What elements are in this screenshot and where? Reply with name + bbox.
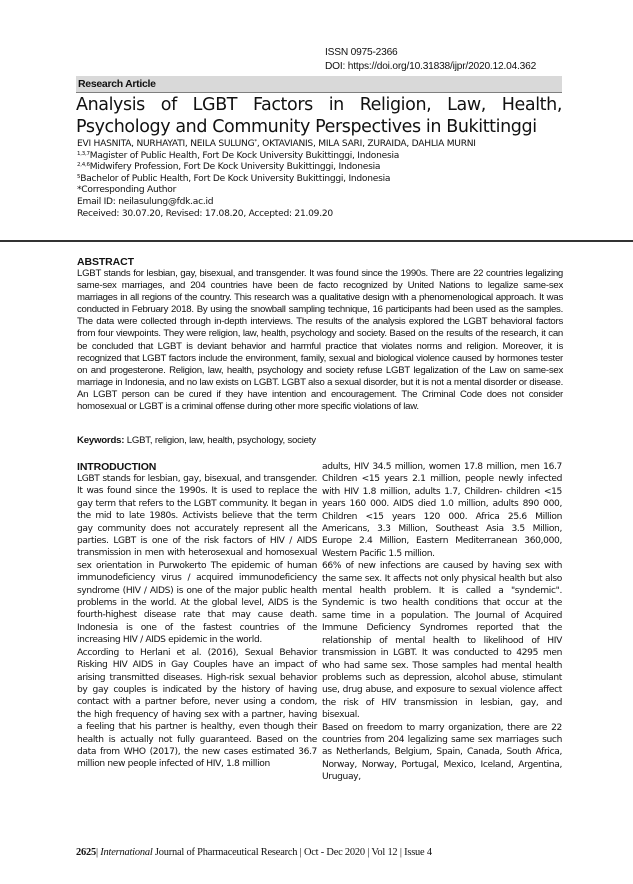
article-type-bar bbox=[76, 76, 562, 93]
author-names-part-2: , OKTAVIANIS, MILA SARI, ZURAIDA, DAHLIA MURNI bbox=[256, 139, 476, 149]
introduction-heading: INTRODUCTION bbox=[77, 461, 157, 473]
body-column-left bbox=[77, 461, 317, 771]
corresponding-marker: * bbox=[254, 139, 257, 145]
affiliation-1 bbox=[77, 151, 567, 163]
footer-separator: | bbox=[95, 847, 101, 858]
abstract-section bbox=[77, 256, 563, 413]
author-info bbox=[77, 139, 567, 220]
affiliation-sup: 2,4,6 bbox=[77, 162, 90, 169]
author-list bbox=[77, 139, 567, 151]
journal-citation: Journal of Pharmaceutical Research | Oct - Dec 2020 | Vol 12 | Issue 4 bbox=[152, 847, 432, 858]
page-number: 2625 bbox=[76, 847, 96, 858]
abstract-text: LGBT stands for lesbian, gay, bisexual, and transgender. It was found since the 1990s. There are 22 countries legalizing same-sex marriages, and 204 countries have been de facto recognized by United Nations to legalize same-sex marriages in all regions of the country. This research was a qualitative design with a phenomenological approach. It was conducted in February 2018. By using the snowball sampling technique, 16 participants had been used as the samples. The data were collected through in-depth interviews. The results of the analysis explored the LGBT behavioral factors from four viewpoints. They were religion, law, health, psychology and society. Based on the results of the research, it can be concluded that LGBT is deviant behavior and harmful practice that violates norms and religion. Moreover, it is recognized that LGBT factors include the environment, family, sexual and biological violence caused by hormones tester on and progesterone. Religion, law, health, psychology and society refuse LGBT legalization of the Law on same-sex marriage in Indonesia, and no law exists on LGBT. LGBT also a sexual disorder, but it is not a mental disorder or disease. An LGBT person can be cured if they have intention and encouragement. The Criminal Code does not consider homosexual or LGBT is a criminal offense during other more specific violations of law. bbox=[77, 268, 563, 413]
paper-title bbox=[76, 94, 562, 138]
affiliation-sup: 5 bbox=[77, 173, 81, 180]
journal-identifiers bbox=[325, 46, 536, 73]
body-paragraph: According to Herlani et al. (2016), Sexual Behavior Risking HIV AIDS in Gay Couples have an impact of arising transmitted diseases. High-risk sexual behavior by gay couples is indicated by the history of having contact with a partner before, never using a condom, the high frequency of having sex with a partner, having a feeling that his partner is healthy, even though their health is actually not fully guaranteed. Based on the data from WHO (2017), the new cases estimated 36.7 million new people infected of HIV, 1.8 million bbox=[77, 647, 317, 770]
abstract-heading: ABSTRACT bbox=[77, 256, 134, 268]
body-paragraph: 66% of new infections are caused by having sex with the same sex. It affects not only physical health but also mental health problem. It is called a "syndemic". Syndemic is two health conditions that occur at the same time in a population. The Journal of Acquired Immune Deficiency Syndromes reported that the relationship of mental health to likelihood of HIV transmission in LGBT. It was conducted to 4295 men who had same sex. Those samples had mental health problems such as depression, alcohol abuse, stimulant use, drug abuse, and exposure to sexual violence affect the risk of HIV transmission in lesbian, gay, and bisexual. bbox=[322, 561, 562, 721]
body-paragraph: LGBT stands for lesbian, gay, bisexual, and transgender. It was found since the 1990s. It is used to replace the gay term that refers to the LGBT community. It began in the mid to late 1980s. Activists believe that the term gay community does not accurately represent all the parties. LGBT is one of the risk factors of HIV / AIDS transmission in men with heterosexual and homosexual sex orientation in Purwokerto The epidemic of human immunodeficiency virus / acquired immunodeficiency syndrome (HIV / AIDS) is one of the major public health problems in the world. At the global level, AIDS is the fourth-highest disease rate that may cause death. Indonesia is one of the fastest countries of the increasing HIV / AIDS epidemic in the world. bbox=[77, 474, 317, 646]
author-email[interactable]: Email ID: neilasulung@fdk.ac.id bbox=[77, 196, 214, 207]
affiliation-text: Bachelor of Public Health, Fort De Kock University Bukittinggi, Indonesia bbox=[80, 173, 391, 184]
body-paragraph: adults, HIV 34.5 million, women 17.8 million, men 16.7 Children <15 years 2.1 million, people newly infected with HIV 1.8 million, adults 1.7, Children- children <15 years 160 000. AIDS died 1.0 million, adults 890 000, Children <15 years 120 000. Africa 25.6 Million Americans, 3.3 Million, Southeast Asia 3.5 Million, Europe 2.4 Million, Eastern Mediterranean 360,000, Western Pacific 1.5 million. bbox=[322, 462, 562, 559]
keywords-line bbox=[77, 435, 316, 447]
corresponding-author-note: *Corresponding Author bbox=[77, 185, 177, 196]
author-names-part-1: EVI HASNITA, NURHAYATI, NEILA SULUNG bbox=[77, 139, 255, 149]
title-line-1: Analysis of LGBT Factors in Religion, Law, Health, bbox=[76, 95, 562, 115]
affiliation-2 bbox=[77, 162, 567, 174]
keywords-label: Keywords: bbox=[77, 435, 125, 446]
doi-link[interactable]: DOI: https://doi.org/10.31838/ijpr/2020.12.04.362 bbox=[325, 60, 537, 72]
section-divider bbox=[0, 240, 633, 242]
affiliation-sup: 1,3,7 bbox=[77, 150, 90, 157]
title-line-2: Psychology and Community Perspectives in Bukittinggi bbox=[76, 117, 537, 137]
article-type-label: Research Article bbox=[78, 78, 156, 90]
issn-text: ISSN 0975-2366 bbox=[325, 47, 398, 58]
affiliation-text: Midwifery Profession, Fort De Kock University Bukittinggi, Indonesia bbox=[89, 162, 381, 173]
body-paragraph: Based on freedom to marry organization, there are 22 countries from 204 legalizing same sex marriages such as Netherlands, Belgium, Spain, Canada, South Africa, Norway, Norway, Portugal, Mexico, Iceland, Argentina, Uruguay, bbox=[322, 722, 562, 783]
affiliation-text: Magister of Public Health, Fort De Kock University Bukittinggi, Indonesia bbox=[89, 150, 400, 161]
affiliation-3 bbox=[77, 174, 567, 186]
keywords-list: LGBT, religion, law, health, psychology, society bbox=[124, 435, 316, 446]
journal-name-italic: International bbox=[100, 847, 153, 858]
body-column-right bbox=[322, 461, 562, 784]
page-footer bbox=[76, 846, 432, 859]
article-dates: Received: 30.07.20, Revised: 17.08.20, Accepted: 21.09.20 bbox=[77, 208, 333, 219]
